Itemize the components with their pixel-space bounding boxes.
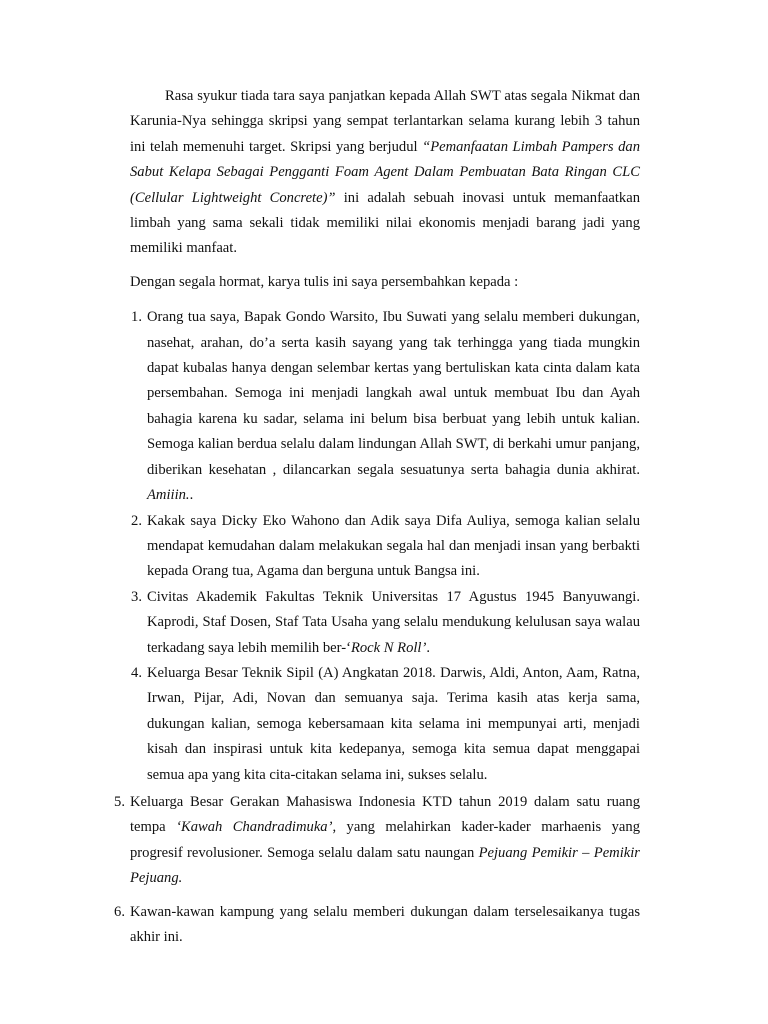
- list-text-italic: Amiiin.: [147, 487, 190, 504]
- dedication-list: [114, 305, 640, 950]
- list-number: 5.: [114, 793, 125, 810]
- list-text: Orang tua saya, Bapak Gondo Warsito, Ibu Suwati yang selalu memberi dukungan, nasehat, arahan, do’a serta kasih sayang yang tak terhingga yang tiada mungkin dapat kubalas hanya dengan selembar kertas yang bertuliskan kata cinta dalam kata persembahan. Semoga ini menjadi langkah awal untuk membuat Ibu dan Ayah bahagia karena ku sadar, selama ini belum bisa berbuat yang lebih untuk kalian. Semoga kalian berdua selalu dalam lindungan Allah SWT, di berkahi umur panjang, diberikan kesehatan , dilancarkan segala sesuatunya serta bahagia dunia akhirat.: [147, 309, 640, 478]
- list-text: Keluarga Besar Teknik Sipil (A) Angkatan 2018. Darwis, Aldi, Anton, Aam, Ratna, Irwan, Pijar, Adi, Novan dan semuanya saja. Terima kasih atas kerja sama, dukungan kalian, semoga kebersamaan kita selama ini mempunyai arti, menjadi kisah dan inspirasi untuk kita kedepanya, semoga kita semua dapat menggapai semua apa yang kita cita-citakan selama ini, sukses selalu.: [147, 664, 640, 783]
- intro-text-b: ini adalah sebuah inovasi untuk memanfaatkan limbah yang sama sekali tidak memiliki nilai ekonomis menjadi barang jadi yang memiliki manfaat.: [130, 189, 641, 257]
- dedication-line: Dengan segala hormat, karya tulis ini saya persembahkan kepada :: [130, 273, 519, 290]
- list-text: Keluarga Besar Gerakan Mahasiswa Indonesia KTD tahun 2019 dalam satu ruang tempa: [130, 793, 640, 836]
- list-number: 1.: [131, 309, 142, 326]
- list-item: [114, 900, 640, 951]
- document-page: [114, 84, 641, 950]
- list-text-end: .: [426, 639, 430, 656]
- list-text: Kawan-kawan kampung yang selalu memberi dukungan dalam terselesaikanya tugas akhir ini.: [130, 903, 640, 945]
- list-text-middle: , yang melahirkan kader-kader marhaenis yang progresif revolusioner. Semoga selalu dalam satu naungan: [130, 819, 640, 861]
- list-number: 2.: [131, 512, 142, 529]
- list-item: [114, 790, 640, 892]
- list-text-italic-2: Pejuang Pemikir – Pemikir Pejuang.: [130, 844, 640, 887]
- thesis-title: “Pemanfaatan Limbah Pampers dan Sabut Kelapa Sebagai Pengganti Foam Agent Dalam Pembuatan Bata Ringan CLC (Cellular Lightweight Concrete)”: [130, 138, 640, 206]
- list-text: Kakak saya Dicky Eko Wahono dan Adik saya Difa Auliya, semoga kalian selalu mendapat kemudahan dalam melakukan segala hal dan menjadi insan yang berbakti kepada Orang tua, Agama dan berguna untuk Bangsa ini.: [147, 512, 640, 580]
- list-item: [130, 661, 640, 788]
- list-item: [130, 305, 640, 508]
- list-text: Civitas Akademik Fakultas Teknik Universitas 17 Agustus 1945 Banyuwangi. Kaprodi, Staf Dosen, Staf Tata Usaha yang selalu mendukung kelulusan saya walau terkadang saya lebih memilih ber-‘: [147, 588, 640, 656]
- list-number: 3.: [131, 588, 142, 605]
- list-item: [130, 585, 640, 661]
- intro-paragraph: [130, 84, 640, 262]
- list-text-italic: ‘Kawah Chandradimuka’: [176, 819, 333, 836]
- list-text-italic: Rock N Roll’: [350, 639, 427, 656]
- list-number: 4.: [131, 664, 142, 681]
- list-item: [130, 509, 640, 585]
- list-number: 6.: [114, 903, 125, 920]
- list-text-end: .: [189, 487, 194, 504]
- intro-text-a: Rasa syukur tiada tara saya panjatkan kepada Allah SWT atas segala Nikmat dan Karunia-Nya sehingga skripsi yang sempat terlantarkan selama kurang lebih 3 tahun ini telah memenuhi target. Skripsi yang berjudul: [130, 88, 640, 155]
